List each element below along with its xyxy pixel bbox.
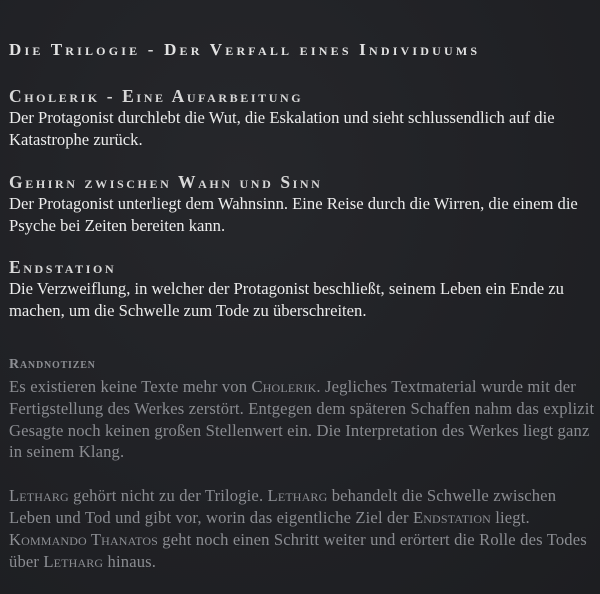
notes-section	[9, 356, 599, 572]
album-name-letharg: Letharg	[9, 486, 69, 506]
album-name-kommando-thanatos: Kommando Thanatos	[9, 529, 158, 549]
notes-paragraph-1	[9, 376, 599, 463]
section-heading: Gehirn zwischen Wahn und Sinn	[9, 172, 323, 192]
notes-text-span: behandelt die Schwelle zwischen Leben und Tod und gibt vor, worin das eigentliche Ziel der	[9, 486, 557, 527]
notes-text-span: hinaus.	[103, 551, 157, 571]
section-text: Die Verzweiflung, in welcher der Protagonist beschließt, seinem Leben ein Ende zu machen, um die Schwelle zum Tode zu überschreiten.	[9, 279, 564, 320]
band-name-cholerik: Cholerik	[251, 377, 317, 396]
notes-text-span: gehört nicht zu der Trilogie.	[68, 486, 268, 506]
section-text: Der Protagonist durchlebt die Wut, die Eskalation und sieht schlussendlich auf die Katastrophe zurück.	[9, 108, 555, 149]
album-name-letharg: Letharg	[267, 486, 328, 506]
album-name-endstation: Endstation	[412, 507, 491, 527]
section-gehirn	[9, 172, 597, 236]
page-title: Die Trilogie - Der Verfall eines Individuums	[9, 40, 481, 59]
album-name-letharg: Letharg	[43, 551, 104, 571]
notes-heading: Randnotizen	[9, 357, 96, 372]
section-heading: Cholerik - Eine Aufarbeitung	[9, 86, 304, 106]
notes-paragraph-2	[9, 485, 599, 572]
notes-text-span: . Jegliches Textmaterial wurde mit der Fertigstellung des Werkes zerstört. Entgegen dem späteren Schaffen nahm das explizit Gesagte noch keinen großen Stellenwert ein. Die Interpretation des Werkes liegt ganz in seinem Klang.	[9, 377, 595, 462]
notes-text-span: geht noch einen Schritt weiter und erörtert die Rolle des Todes über	[9, 529, 587, 571]
section-text: Der Protagonist unterliegt dem Wahnsinn. Eine Reise durch die Wirren, die einem die Psyche bei Zeiten bereiten kann.	[9, 194, 578, 235]
section-cholerik	[9, 86, 597, 150]
notes-text-span: Es existieren keine Texte mehr von	[9, 377, 252, 396]
section-endstation	[9, 257, 597, 321]
notes-text-span: liegt.	[490, 507, 530, 527]
section-heading: Endstation	[9, 257, 117, 277]
